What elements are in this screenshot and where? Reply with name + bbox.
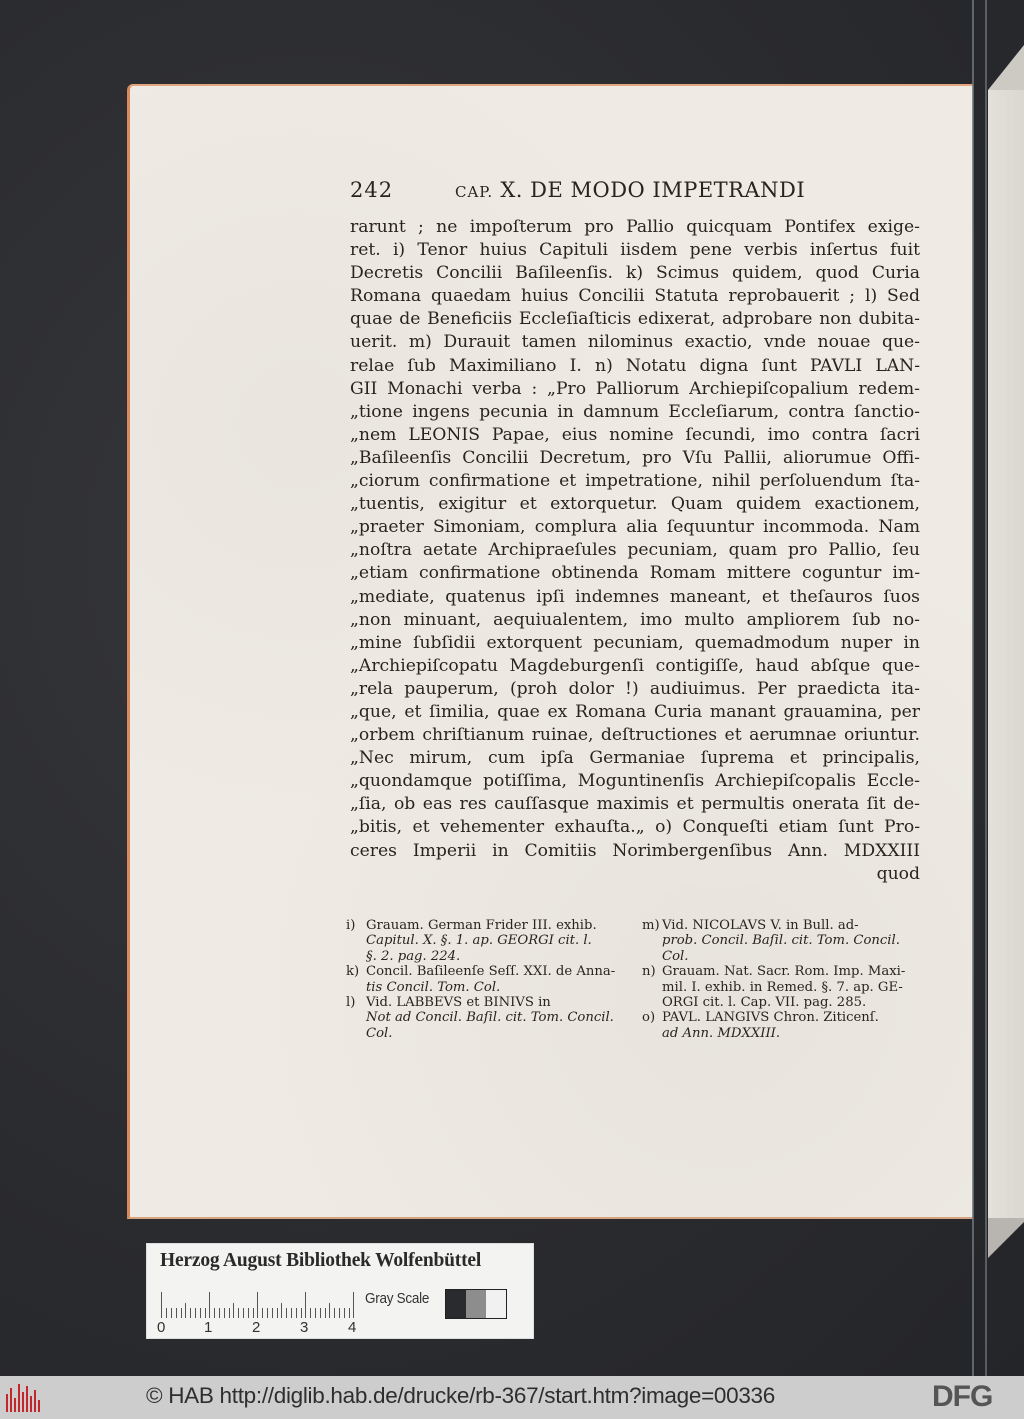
- text-line: „etiam confirmatione obtinenda Romam mittere coguntur im-: [350, 563, 920, 584]
- text-line: uerit. m) Durauit tamen nilominus exactio, vnde nouae que-: [350, 332, 920, 353]
- ruler-number: 4: [348, 1319, 357, 1336]
- text-line: „mine ſubſidii extorquent pecuniam, quemadmodum nuper in: [350, 632, 920, 653]
- text-line: ret. i) Tenor huius Capituli iisdem pene verbis inſertus fuit: [350, 240, 920, 261]
- running-header: [350, 178, 920, 208]
- text-line: „noſtra aetate Archipraeſules pecuniam, quam pro Pallio, ſeu: [350, 540, 920, 561]
- footnote-n: [642, 964, 924, 1010]
- footnote-line: Grauam. German Frider III. exhib.: [366, 918, 597, 933]
- footnote-line: Vid. NICOLAVS V. in Bull. ad-: [662, 918, 859, 933]
- ruler-number: 1: [204, 1319, 213, 1336]
- footnote-line: ORGI cit. l. Cap. VII. pag. 285.: [662, 995, 867, 1011]
- footnote-label: k): [346, 964, 360, 980]
- swatch-dark: [446, 1290, 466, 1318]
- text-line: „Nec mirum, cum ipſa Germaniae ſuprema et principalis,: [350, 748, 920, 769]
- text-line: „rela pauperum, (proh dolor !) audiuimus. Per praedicta ita-: [350, 678, 920, 699]
- footnotes-left-column: [346, 918, 628, 1041]
- text-line: „tione ingens pecunia in damnum Eccleſiarum, contra ſanctio-: [350, 401, 920, 422]
- main-text-block: [350, 216, 920, 886]
- swatch-mid: [466, 1290, 486, 1318]
- text-line: „que, et ſimilia, quae ex Romana Curia manant grauamina, per: [350, 701, 920, 722]
- ruler-number: 2: [252, 1319, 261, 1336]
- catchword: quod: [876, 863, 920, 884]
- text-line: Romana quaedam huius Concilii Statuta reprobauerit ; l) Sed: [350, 286, 920, 307]
- footnote-i: [346, 918, 628, 964]
- running-head-title: [455, 178, 805, 202]
- facing-page-corner: [988, 40, 1024, 90]
- footnote-k: [346, 964, 628, 995]
- footnote-line: §. 2. pag. 224.: [366, 948, 461, 964]
- footnote-line: prob. Concil. Baſil. cit. Tom. Concil.: [662, 933, 900, 949]
- running-head-prefix: CAP.: [455, 183, 494, 201]
- footnote-o: [642, 1010, 924, 1041]
- swatch-light: [486, 1290, 506, 1318]
- hab-barcode-logo-icon: [6, 1384, 42, 1412]
- color-calibration-card: [147, 1244, 533, 1338]
- footnote-line: Col.: [366, 1025, 393, 1041]
- page-gutter-line: [972, 0, 974, 1376]
- footnote-line: Capitul. X. §. 1. ap. GEORGI cit. l.: [366, 933, 592, 949]
- footnote-line: tis Concil. Tom. Col.: [366, 979, 501, 995]
- dfg-logo: DFG: [932, 1380, 993, 1413]
- text-line: quae de Beneficiis Eccleſiaſticis edixerat, adprobare non dubita-: [350, 309, 920, 330]
- text-line: „non minuant, aequiualentem, imo multo ampliorem ſub no-: [350, 609, 920, 630]
- footnote-label: i): [346, 918, 356, 933]
- text-line: relae ſub Maximiliano I. n) Notatu digna ſunt PAVLI LAN-: [350, 355, 920, 376]
- text-line: „nem LEONIS Papae, eius nomine ſecundi, imo contra ſacri: [350, 424, 920, 445]
- footnote-line: mil. I. exhib. in Remed. §. 7. ap. GE-: [662, 979, 903, 995]
- footnote-line: ad Ann. MDXXIII.: [662, 1025, 781, 1041]
- viewer-footer: [0, 1376, 1024, 1419]
- ruler-number: 0: [157, 1319, 166, 1336]
- text-line: „Archiepiſcopatu Magdeburgenſi contigiſſe, haud abſque que-: [350, 655, 920, 676]
- card-title: Herzog August Bibliothek Wolfenbüttel: [160, 1250, 482, 1271]
- text-line: Decretis Concilii Baſileenſis. k) Scimus quidem, quod Curia: [350, 263, 920, 284]
- text-line: „orbem chriſtianum ruinae, deſtructiones et aerumnae oriuntur.: [350, 725, 920, 746]
- footnote-line: Col.: [662, 948, 689, 964]
- copyright-link[interactable]: © HAB http://diglib.hab.de/drucke/rb-367/start.htm?image=00336: [146, 1383, 775, 1408]
- text-line: rarunt ; ne impoſterum pro Pallio quicquam Pontifex exige-: [350, 217, 920, 237]
- footnote-m: [642, 918, 924, 964]
- text-line: „ciorum confirmatione et impetratione, nihil perſoluendum ſta-: [350, 471, 920, 492]
- text-line: „tuentis, exigitur et extorquetur. Quam quidem exactionem,: [350, 494, 920, 515]
- facing-page-edge: [988, 90, 1024, 1220]
- page-gutter-line-secondary: [985, 0, 987, 1376]
- footnote-label: n): [642, 964, 656, 980]
- footnote-label: o): [642, 1010, 656, 1026]
- gray-scale-label: Gray Scale: [365, 1290, 430, 1307]
- ruler-scale: [161, 1292, 361, 1318]
- text-line: „bitis, et vehementer exhauſta.„ o) Conqueſti etiam ſunt Pro-: [350, 817, 920, 838]
- facing-page-corner-bottom: [988, 1218, 1024, 1258]
- footnote-line: Grauam. Nat. Sacr. Rom. Imp. Maxi-: [662, 964, 906, 980]
- footnote-label: l): [346, 995, 356, 1011]
- footnotes-right-column: [642, 918, 924, 1041]
- text-line: „mediate, quatenus ipſi indemnes maneant, et theſauros ſuos: [350, 586, 920, 607]
- footnote-line: Not ad Concil. Baſil. cit. Tom. Concil.: [366, 1010, 614, 1026]
- text-line: „praeter Simoniam, complura alia ſequuntur incommoda. Nam: [350, 517, 920, 538]
- text-line: „Baſileenſis Concilii Decretum, pro Vſu Pallii, aliorumue Offi-: [350, 447, 920, 468]
- text-line: GII Monachi verba : „Pro Palliorum Archiepiſcopalium redem-: [350, 378, 920, 399]
- gray-scale-swatch: [445, 1289, 507, 1319]
- text-line: „quondamque potiſſima, Moguntinenſis Archiepiſcopalis Eccle-: [350, 771, 920, 792]
- ruler-number: 3: [300, 1319, 309, 1336]
- footnote-label: m): [642, 918, 660, 933]
- text-line: „ſia, ob eas res cauſſasque maximis et permultis onerata ſit de-: [350, 794, 920, 815]
- page-number: 242: [350, 178, 394, 202]
- running-head-text: X. DE MODO IMPETRANDI: [500, 178, 806, 202]
- footnote-line: PAVL. LANGIVS Chron. Ziticenſ.: [662, 1010, 879, 1026]
- footnote-line: Concil. Baſileenſe Seſſ. XXI. de Anna-: [366, 964, 616, 980]
- text-line: ceres Imperii in Comitiis Norimbergenſibus Ann. MDXXIII: [350, 840, 920, 861]
- footnote-l: [346, 995, 628, 1041]
- footnote-line: Vid. LABBEVS et BINIVS in: [366, 995, 551, 1011]
